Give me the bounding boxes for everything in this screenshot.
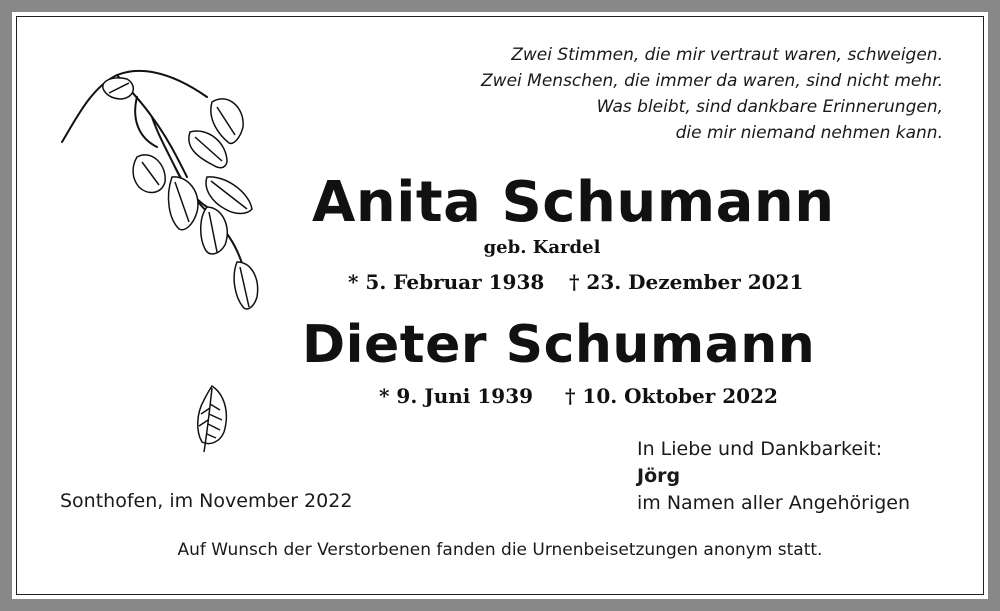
- signature-intro: In Liebe und Dankbarkeit:: [637, 438, 883, 460]
- poem: [383, 42, 943, 146]
- death-date-dieter: † 10. Oktober 2022: [565, 384, 778, 408]
- footer-note: Auf Wunsch der Verstorbenen fanden die Urnenbeisetzungen anonym statt.: [177, 540, 823, 560]
- poem-line: Zwei Stimmen, die mir vertraut waren, schweigen.: [511, 45, 943, 65]
- death-date-anita: † 23. Dezember 2021: [569, 270, 804, 294]
- signature-line: im Namen aller Angehörigen: [637, 492, 911, 514]
- birth-date-dieter: * 9. Juni 1939: [379, 384, 534, 408]
- poem-line: Zwei Menschen, die immer da waren, sind nicht mehr.: [481, 71, 943, 91]
- obituary-card: [12, 12, 988, 599]
- poem-line: die mir niemand nehmen kann.: [675, 123, 943, 143]
- deceased-name-anita: Anita Schumann: [312, 170, 835, 235]
- place-date: Sonthofen, im November 2022: [60, 490, 353, 512]
- signature-name: Jörg: [637, 465, 681, 487]
- birth-date-anita: * 5. Februar 1938: [348, 270, 545, 294]
- maiden-name: geb. Kardel: [483, 237, 601, 258]
- poem-line: Was bleibt, sind dankbare Erinnerungen,: [596, 97, 943, 117]
- birch-branch-icon: [57, 57, 257, 317]
- signature-block: [637, 436, 910, 517]
- falling-leaf-icon: [192, 384, 232, 456]
- deceased-name-dieter: Dieter Schumann: [302, 315, 816, 375]
